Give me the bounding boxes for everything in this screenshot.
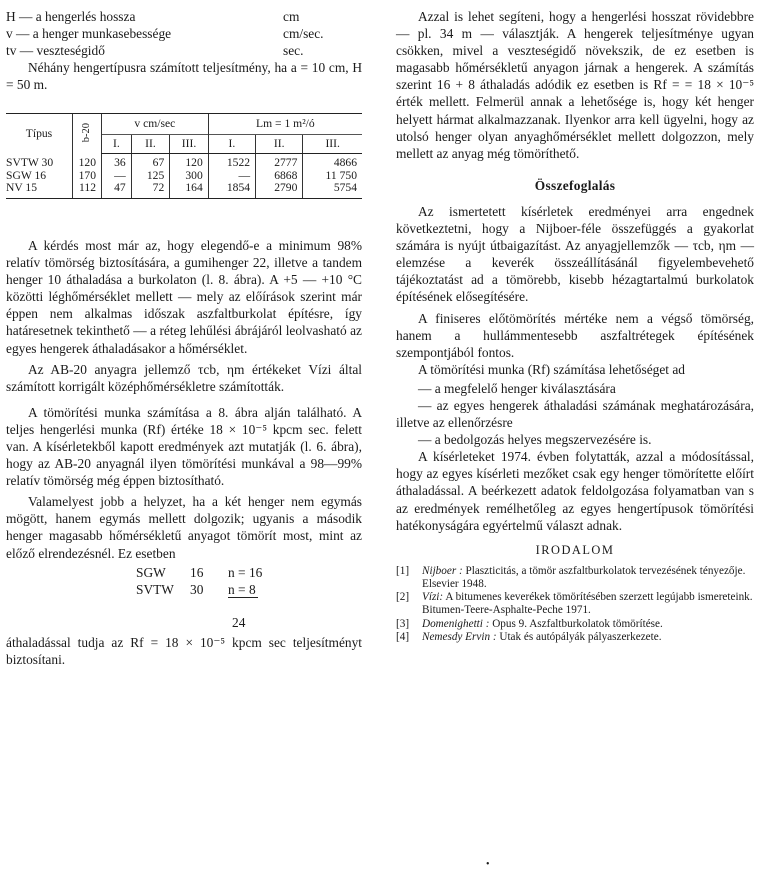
group-v-header: v cm/sec	[102, 114, 209, 135]
references-heading: IRODALOM	[535, 542, 615, 557]
page-mark: •	[486, 859, 490, 870]
variable-def: v — a henger munkasebessége	[6, 26, 172, 41]
reference-item: [1] Nijboer : Plaszticitás, a tömör aszfaltburkolatok tervezésének tényezője. Elsevier 1948.	[396, 564, 746, 591]
table-row: SVTW 30 120 36 67 120 1522 2777 4866	[6, 154, 362, 170]
equation-total: 24	[232, 614, 246, 630]
sub-header: II.	[131, 135, 170, 154]
variable-definitions	[6, 8, 362, 60]
table-row: NV 15 112 47 72 164 1854 2790 5754	[6, 182, 362, 198]
paragraph: áthaladással tudja az Rf = 18 × 10⁻⁵ kpcm sec teljesítményt biztosítani.	[6, 634, 362, 667]
sub-header: I.	[102, 135, 132, 154]
reference-item: [4] Nemesdy Ervin : Utak és autópályák pályaszerkezete.	[396, 630, 662, 643]
paragraph: A tömörítési munka számítása a 8. ábra alján található. A teljes hengerlési munka (Rf) értéke 18 × 10⁻⁵ kpcm sec. felett van. A kísérletekből kapott eredmények azt mutatják (l. 6. ábra), hogy az AB-20 anyagnál ilyen tömörítési munkával a 98—99% relatív tömörség még éppen biztosítható.	[6, 404, 362, 489]
list-item: — az egyes hengerek áthaladási számának meghatározására, illetve az ellenőrzésre	[396, 397, 754, 431]
variable-unit: cm	[283, 9, 300, 24]
variable-def: tv — veszteségidő	[6, 43, 105, 58]
variable-def: H — a hengerlés hossza	[6, 9, 136, 24]
list-item: — a megfelelő henger kiválasztására	[418, 380, 616, 396]
sum-line	[228, 597, 258, 598]
paragraph: A kísérleteket 1974. évben folytatták, azzal a módosítással, hogy az egyes kísérleti mezőket csak egy henger tömörítette előírt áthaladással. A beérkezett adatok feldolgozása folyamatban van s az eredmények remélhetőleg az egyes hengertípusok tömörítési hatékonyságára egyértelmű választ adnak.	[396, 449, 754, 533]
col-b-header: b-20	[80, 122, 92, 142]
sub-header: I.	[208, 135, 255, 154]
paragraph: Azzal is lehet segíteni, hogy a hengerlési hosszat rövidebbre — pl. 34 m — választják. A hengerek teljesítménye ugyan csökken, mivel a veszteségidő növekszik, de ez esetben is magasabb hőmérsékletű anyagon járnak a hengerek. A számítás szerint 16 + 8 áthaladás adódik ez esetben is Rf = = 18 × 10⁻⁵ érték mellett. Felmerül annak a lehetősége is, hogy két henger helyett hármat alkalmazzanak. Ilyenkor arra kell ügyelni, hogy az utolsó henger olyan anyaghőmérséklet mellett dolgozzon, mely mellett az anyag még tömöríthető.	[396, 9, 754, 161]
paragraph: Az AB-20 anyagra jellemző τcb, ηm értékeket Vízi által számított korrigált középhőmérsékletre számították.	[6, 361, 362, 394]
reference-item: [3] Domenighetti : Opus 9. Aszfaltburkolatok tömörítése.	[396, 617, 663, 630]
sub-header: III.	[303, 135, 362, 154]
pass-count-equation: SGW 16 n = 16 SVTW 30 n = 8 24	[136, 564, 263, 630]
sub-header: III.	[170, 135, 209, 154]
right-column	[396, 8, 754, 644]
references-list	[396, 565, 754, 644]
performance-table	[6, 113, 362, 199]
variable-unit: sec.	[283, 43, 304, 58]
paragraph: Az ismertetett kísérletek eredményei arra engednek következtetni, hogy a Nijboer-féle összefüggés a gyakorlat számára is nyújt útbaigazítást. Az anyagjellemzők — τcb, ηm — elemzése a keverék összeállításánál figyelembevehető tájékoztatást ad a tömörebb, kisebb hézagtartalmú burkolatok építésének elősegítésére.	[396, 203, 754, 305]
table-intro: Néhány hengertípusra számított teljesítmény, ha a = 10 cm, H = 50 m.	[6, 60, 362, 93]
paragraph: A kérdés most már az, hogy elegendő-e a minimum 98% relatív tömörség biztosítására, a gumihenger 22, illetve a tandem henger 10 áthaladása a burkolaton (l. 8. ábra). A +5 — +10 °C közötti léghőmérséklet mellett — mely az előírások szerint már éppen nem alkalmas időszak aszfaltburkolat építésre, így határesetnek tekinthető — a réteg lehűlési ábrájáról leolvasható az egyes hengerek áthaladásakor a hőmérséklet.	[6, 237, 362, 356]
paragraph: Valamelyest jobb a helyzet, ha a két henger nem egymás mögött, hanem egymás mellett dolgozik; ugyanis a második henger magasabb hőmérsékletű anyagot tömörít most, mint az előző elrendezésnél. Ez esetben	[6, 494, 362, 561]
list-item: — a bedolgozás helyes megszervezésére is.	[418, 432, 652, 448]
reference-item: [2] Vízi: A bitumenes keverékek tömörítésében szerzett legújabb ismereteink. Bitumen-Teere-Asphalte-Peche 1971.	[396, 591, 753, 617]
left-column	[6, 8, 362, 668]
summary-heading: Összefoglalás	[534, 177, 616, 193]
col-type-header: Típus	[6, 114, 73, 154]
paragraph: A finiseres előtömörítés mértéke nem a végső tömörség, hanem a hullámmentesebb aszfaltrétegek építésének szempontjából fontos.	[396, 310, 754, 360]
paragraph: A tömörítési munka (Rf) számítása lehetőséget ad	[418, 361, 685, 377]
table-row: SGW 16 170 — 125 300 — 6868 11 750	[6, 170, 362, 183]
variable-unit: cm/sec.	[283, 26, 324, 41]
group-l-header: Lm = 1 m²/ó	[208, 114, 362, 135]
sub-header: II.	[256, 135, 303, 154]
